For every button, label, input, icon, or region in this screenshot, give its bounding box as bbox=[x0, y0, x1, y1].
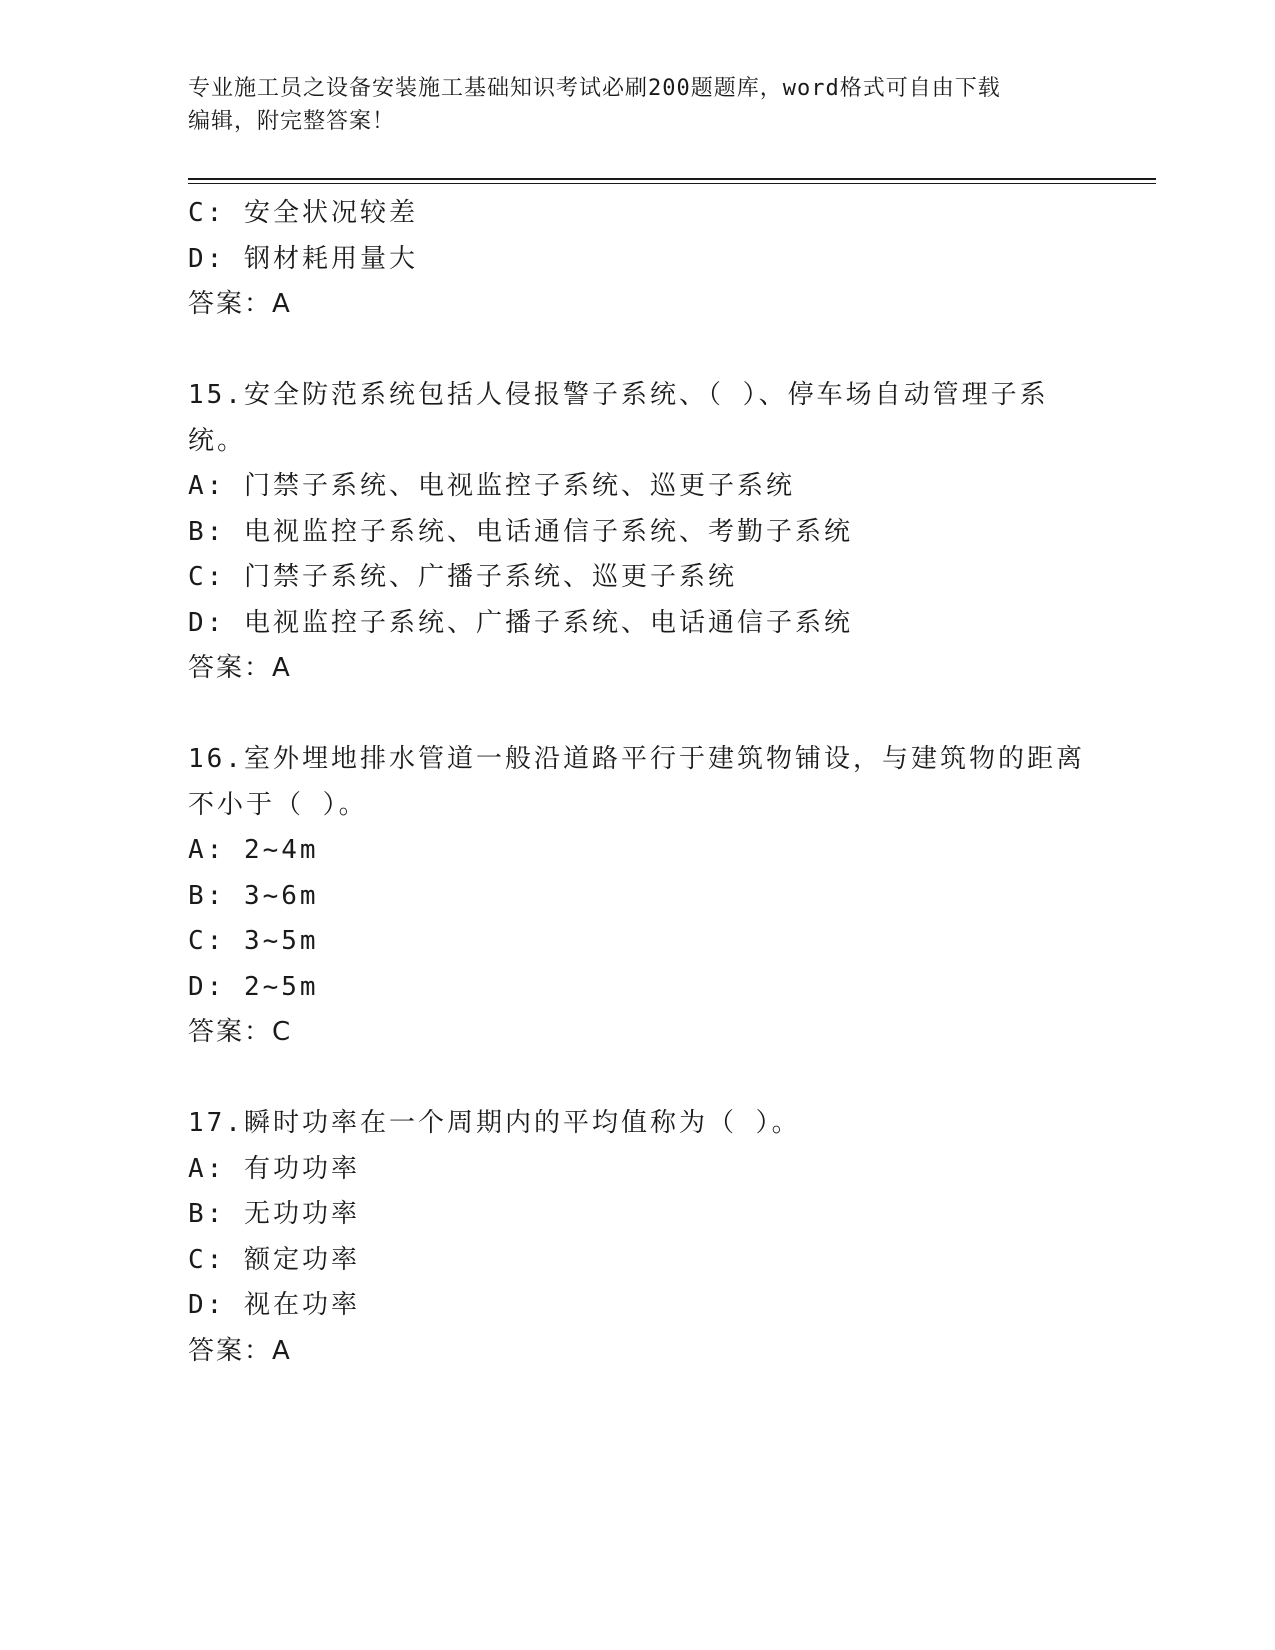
question-text-continued: 统。 bbox=[188, 425, 247, 456]
answer-line: 答案：A bbox=[188, 289, 292, 319]
question-17 bbox=[188, 1101, 1088, 1374]
spacer bbox=[188, 692, 1088, 738]
option-d: D: 视在功率 bbox=[188, 1290, 360, 1320]
header-divider-thin bbox=[188, 183, 1156, 184]
option-a: A: 有功功率 bbox=[188, 1153, 360, 1184]
option-c: C: 3~5m bbox=[188, 926, 319, 956]
option-c: C: 额定功率 bbox=[188, 1244, 360, 1275]
option-b: B: 3~6m bbox=[188, 880, 319, 911]
spacer bbox=[188, 328, 1088, 374]
question-text: 17.瞬时功率在一个周期内的平均值称为（ ）。 bbox=[188, 1108, 801, 1138]
question-text: 16.室外埋地排水管道一般沿道路平行于建筑物铺设，与建筑物的距离 bbox=[188, 744, 1085, 774]
spacer bbox=[188, 1056, 1088, 1102]
header-title-line-2: 编辑，附完整答案！ bbox=[188, 109, 396, 134]
question-text: 15.安全防范系统包括人侵报警子系统、（ ）、停车场自动管理子系 bbox=[188, 380, 1049, 410]
answer-line: 答案：A bbox=[188, 653, 292, 683]
question-16 bbox=[188, 737, 1088, 1056]
option-a: A: 门禁子系统、电视监控子系统、巡更子系统 bbox=[188, 471, 795, 501]
answer-line: 答案：A bbox=[188, 1335, 292, 1366]
answer-line: 答案：C bbox=[188, 1017, 293, 1047]
option-b: B: 电视监控子系统、电话通信子系统、考勤子系统 bbox=[188, 516, 853, 547]
option-d: D: 2~5m bbox=[188, 971, 319, 1002]
option-d: D: 钢材耗用量大 bbox=[188, 243, 418, 274]
question-text-continued: 不小于（ ）。 bbox=[188, 789, 368, 820]
option-b: B: 无功功率 bbox=[188, 1199, 360, 1229]
option-d: D: 电视监控子系统、广播子系统、电话通信子系统 bbox=[188, 607, 853, 638]
header-divider-thick bbox=[188, 178, 1156, 180]
header-title-line-1: 专业施工员之设备安装施工基础知识考试必刷200题题库，word格式可自由下载 bbox=[188, 76, 1001, 101]
option-c: C: 安全状况较差 bbox=[188, 198, 418, 228]
question-15 bbox=[188, 373, 1088, 692]
option-a: A: 2~4m bbox=[188, 835, 319, 865]
page-header bbox=[188, 72, 1068, 138]
previous-question-tail bbox=[188, 191, 1088, 328]
option-c: C: 门禁子系统、广播子系统、巡更子系统 bbox=[188, 562, 737, 592]
question-list bbox=[188, 191, 1088, 1374]
